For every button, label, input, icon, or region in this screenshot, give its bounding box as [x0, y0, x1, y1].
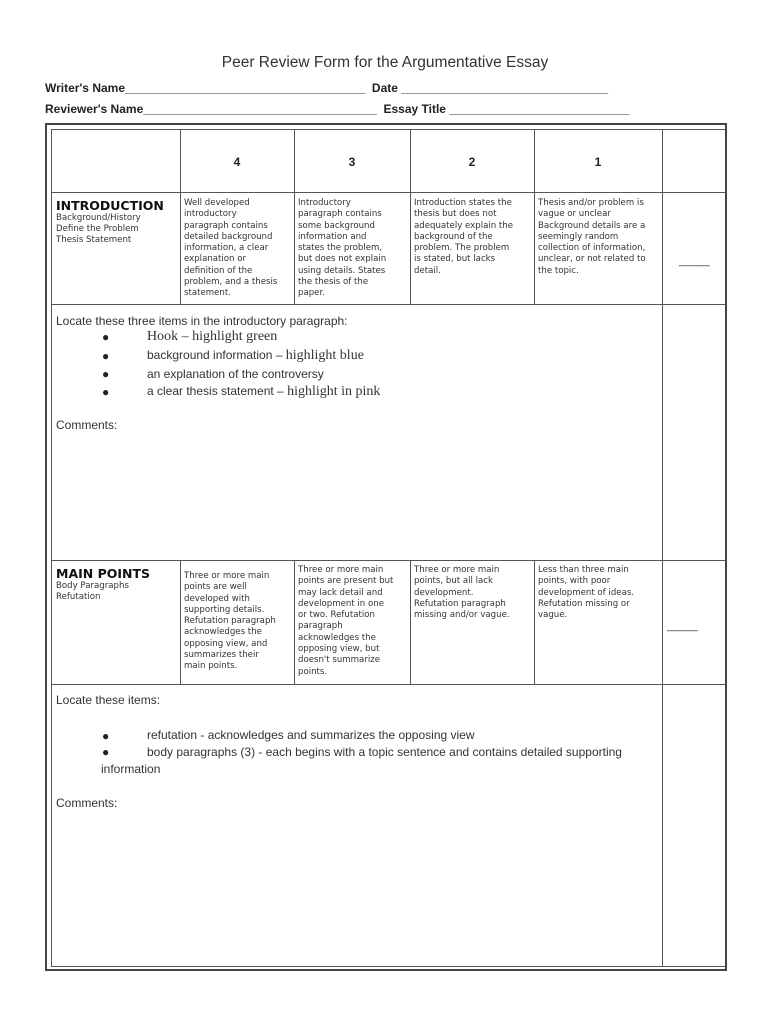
- col-divider: [180, 560, 181, 685]
- main-criteria-1: Less than three main points, with poor development of ideas. Refutation missing or vague.: [538, 565, 635, 621]
- intro-comments-label: Comments:: [56, 418, 118, 432]
- col-header-2: 2: [468, 155, 476, 169]
- bullet-icon: ●: [102, 385, 110, 399]
- bullet-icon: ●: [102, 745, 110, 759]
- intro-item-thesis: a clear thesis statement – highlight in pink: [147, 384, 381, 399]
- main-points-title: MAIN POINTS: [56, 566, 151, 581]
- col-divider: [410, 560, 411, 685]
- main-criteria-2: Three or more main points, but all lack development. Refutation paragraph missing and/or vague.: [414, 565, 510, 621]
- intro-item-background: background information – highlight blue: [147, 348, 364, 363]
- intro-criteria-2: Introduction states the thesis but does not adequately explain the background of the problem. The problem is stated, but lacks detail.: [414, 198, 514, 276]
- introduction-subtitles: Background/History Define the Problem Thesis Statement: [56, 213, 141, 245]
- col-header-3: 3: [348, 155, 356, 169]
- row-divider: [51, 304, 726, 305]
- main-criteria-3: Three or more main points are present but may lack detail and development in one or two. Refutation paragraph acknowledges the opposing view, but doesn't summarize points.: [298, 565, 394, 677]
- writer-name-line[interactable]: Writer's Name____________________________________ Date _______________________________: [45, 81, 609, 95]
- bullet-icon: ●: [102, 729, 110, 743]
- intro-criteria-1: Thesis and/or problem is vague or unclear Background details are a seemingly random collection of information, unclear, or not related to the topic.: [538, 198, 646, 276]
- main-item-body-paragraphs: body paragraphs (3) - each begins with a topic sentence and contains detailed supporting: [147, 745, 622, 759]
- intro-criteria-3: Introductory paragraph contains some background information and states the problem, but does not explain using details. States the thesis of the paper.: [298, 198, 387, 299]
- intro-item-hook: Hook – highlight green: [147, 329, 278, 344]
- page-title: Peer Review Form for the Argumentative Essay: [221, 54, 549, 71]
- intro-score-blank[interactable]: _____: [679, 255, 710, 267]
- main-score-blank[interactable]: _____: [667, 620, 698, 632]
- bullet-icon: ●: [102, 330, 110, 344]
- main-criteria-4: Three or more main points are well developed with supporting details. Refutation paragraph acknowledges the opposing view, and summarizes their main points.: [184, 571, 276, 672]
- col-divider: [294, 560, 295, 685]
- col-header-4: 4: [233, 155, 241, 169]
- intro-item-explanation: an explanation of the controversy: [147, 367, 324, 381]
- intro-criteria-4: Well developed introductory paragraph contains detailed background information, a clear explanation or definition of the problem, and a thesis statement.: [184, 198, 278, 299]
- bullet-icon: ●: [102, 367, 110, 381]
- reviewer-name-line[interactable]: Reviewer's Name___________________________________ Essay Title ___________________________: [45, 102, 630, 116]
- bullet-icon: ●: [102, 349, 110, 363]
- main-item-continuation: information: [101, 762, 161, 776]
- main-locate-prompt: Locate these items:: [56, 693, 161, 707]
- row-divider: [51, 192, 726, 193]
- score-col-divider: [662, 129, 663, 967]
- introduction-title: INTRODUCTION: [56, 198, 164, 213]
- row-divider: [51, 684, 726, 685]
- row-divider: [51, 560, 726, 561]
- col-header-1: 1: [594, 155, 602, 169]
- main-item-refutation: refutation - acknowledges and summarizes the opposing view: [147, 728, 475, 742]
- main-points-subtitles: Body Paragraphs Refutation: [56, 581, 129, 602]
- col-divider: [534, 560, 535, 685]
- intro-locate-prompt: Locate these three items in the introductory paragraph:: [56, 314, 348, 328]
- main-comments-label: Comments:: [56, 796, 118, 810]
